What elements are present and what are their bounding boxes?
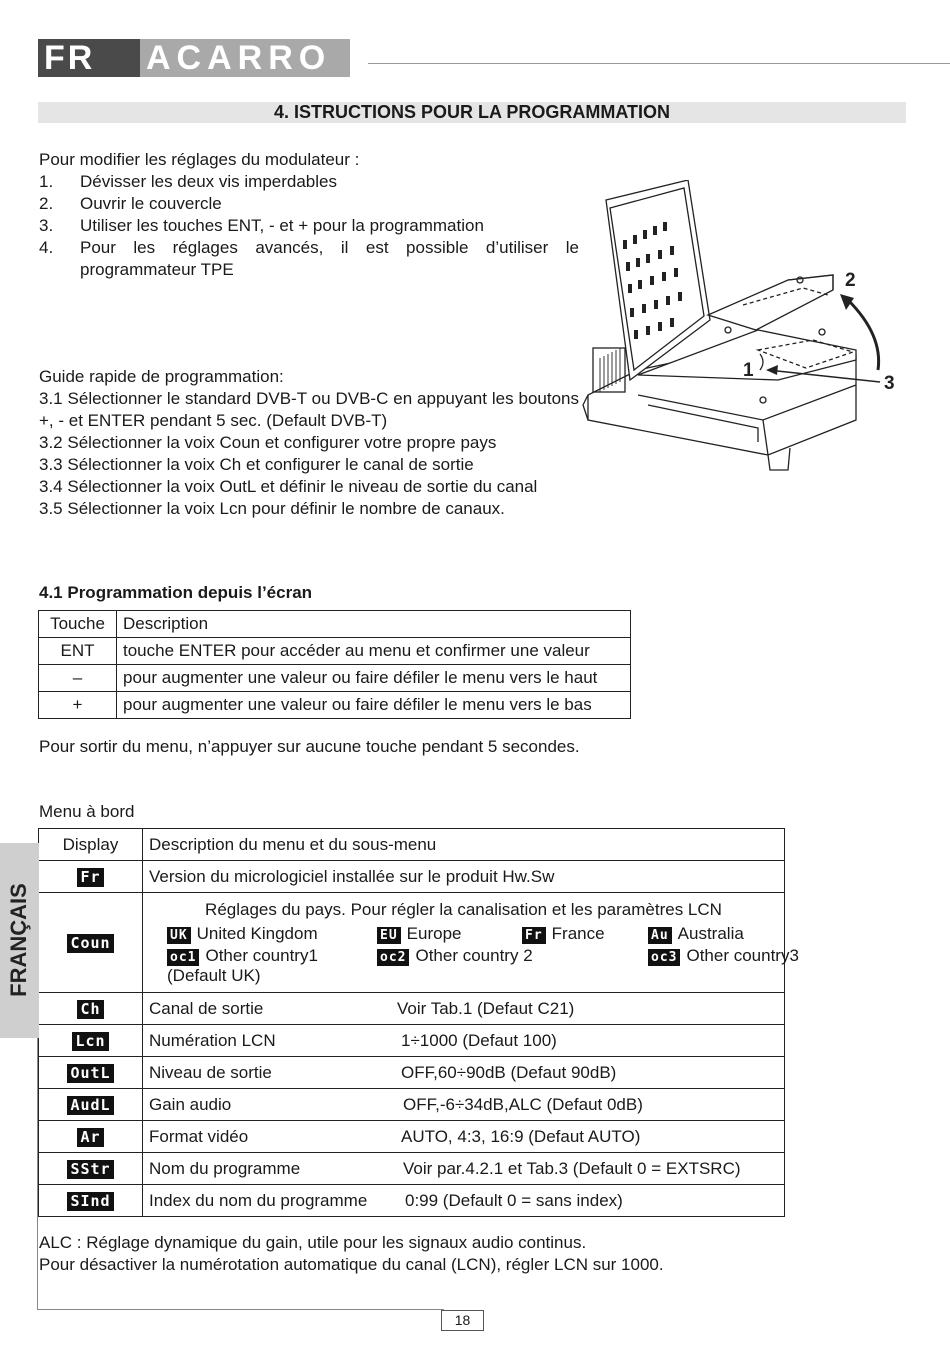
display-cell — [39, 1121, 143, 1153]
lcd-display-icon: oc3 — [648, 949, 680, 966]
display-cell — [39, 993, 143, 1025]
menu-value: OFF,60÷90dB (Defaut 90dB) — [401, 1062, 617, 1082]
lcd-display-icon: Coun — [67, 934, 113, 953]
country-item — [167, 924, 377, 944]
logo-part-light: ACARRO — [140, 39, 350, 77]
step-text: Ouvrir le couvercle — [80, 194, 222, 213]
header-rule — [368, 63, 950, 64]
step-text: Dévisser les deux vis imperdables — [80, 172, 337, 191]
intro-block — [39, 149, 579, 281]
country-default: (Default UK) — [167, 965, 261, 985]
lcd-display-icon: oc2 — [377, 949, 409, 966]
section-title: 4. ISTRUCTIONS POUR LA PROGRAMMATION — [38, 102, 906, 123]
lcd-display-icon: SInd — [67, 1192, 113, 1211]
menu-value: OFF,-6÷34dB,ALC (Defaut 0dB) — [403, 1094, 643, 1114]
callout-2: 2 — [845, 270, 856, 291]
guide-title: Guide rapide de programmation: — [39, 367, 284, 386]
header-cell: Description du menu et du sous-menu — [143, 829, 785, 861]
guide-item: 3.2 Sélectionner la voix Coun et configurer votre propre pays — [39, 433, 497, 452]
guide-item: 3.5 Sélectionner la voix Lcn pour définir le nombre de canaux. — [39, 499, 505, 518]
step-number: 4. — [39, 238, 54, 257]
display-cell — [39, 1089, 143, 1121]
country-name: Europe — [406, 923, 462, 943]
menu-description: Numération LCN — [149, 1030, 276, 1050]
lcd-display-icon: Ar — [77, 1128, 103, 1147]
menu-description: Nom du programme — [149, 1158, 301, 1178]
step-number: 3. — [39, 216, 54, 235]
header-cell: Display — [39, 829, 143, 861]
step-item — [39, 171, 579, 193]
step-item — [39, 215, 579, 237]
header-cell: Touche — [39, 611, 117, 638]
intro-lead: Pour modifier les réglages du modulateur : — [39, 150, 360, 169]
table-row — [39, 1185, 785, 1217]
country-description: Réglages du pays. Pour régler la canalisation et les paramètres LCN — [205, 899, 722, 919]
lcd-display-icon: OutL — [67, 1064, 113, 1083]
callout-1: 1 — [743, 360, 754, 381]
description-cell: Version du micrologiciel installée sur le produit Hw.Sw — [143, 861, 785, 893]
language-label: FRANÇAIS — [6, 883, 31, 997]
lcd-display-icon: SStr — [67, 1160, 113, 1179]
lcd-display-icon: UK — [167, 927, 191, 944]
step-text: Pour les réglages avancés, il est possible d’utiliser le programmateur TPE — [80, 238, 579, 279]
country-name: Australia — [677, 923, 744, 943]
footnote: ALC : Réglage dynamique du gain, utile pour les signaux audio continus. — [39, 1233, 587, 1252]
table-row — [39, 1025, 785, 1057]
table-row — [39, 692, 631, 719]
lcd-display-icon: Ch — [77, 1000, 103, 1019]
lcd-display-icon: Fr — [77, 868, 103, 887]
display-cell — [39, 861, 143, 893]
menu-value: 1÷1000 (Defaut 100) — [401, 1030, 557, 1050]
description-cell — [143, 1185, 785, 1217]
key-table — [38, 610, 631, 719]
description-cell — [143, 1057, 785, 1089]
footnote: Pour désactiver la numérotation automatique du canal (LCN), régler LCN sur 1000. — [39, 1255, 664, 1274]
description-cell — [143, 1121, 785, 1153]
table-row — [39, 638, 631, 665]
country-name: Other country1 — [205, 945, 318, 965]
footnotes — [39, 1232, 664, 1276]
country-name: France — [551, 923, 605, 943]
country-item — [377, 924, 522, 944]
table-row — [39, 861, 785, 893]
page-frame-bottom — [37, 1309, 444, 1310]
country-item — [522, 924, 648, 944]
guide-item: 3.3 Sélectionner la voix Ch et configurer le canal de sortie — [39, 455, 474, 474]
country-name: United Kingdom — [196, 923, 318, 943]
description-cell: pour augmenter une valeur ou faire défiler le menu vers le bas — [117, 692, 631, 719]
menu-description: Niveau de sortie — [149, 1062, 272, 1082]
description-cell — [143, 893, 799, 993]
modulator-illustration — [578, 180, 900, 480]
menu-description: Gain audio — [149, 1094, 232, 1114]
key-cell: + — [39, 692, 117, 719]
key-cell: – — [39, 665, 117, 692]
table-row — [39, 1121, 785, 1153]
table-row — [39, 993, 785, 1025]
menu-value: Voir par.4.2.1 et Tab.3 (Default 0 = EXTSRC) — [403, 1158, 741, 1178]
country-item — [648, 924, 768, 944]
lcd-display-icon: Fr — [522, 927, 546, 944]
table-header-row — [39, 611, 631, 638]
step-item — [39, 237, 579, 281]
table-row — [39, 1057, 785, 1089]
menu-value: 0:99 (Default 0 = sans index) — [405, 1190, 623, 1210]
description-cell — [143, 993, 785, 1025]
country-name: Other country 2 — [415, 945, 533, 965]
description-cell — [143, 1153, 785, 1185]
lcd-display-icon: AudL — [67, 1096, 113, 1115]
lcd-display-icon: EU — [377, 927, 401, 944]
step-number: 1. — [39, 172, 54, 191]
table-row — [39, 1089, 785, 1121]
menu-description: Format vidéo — [149, 1126, 249, 1146]
menu-table — [38, 828, 799, 1217]
table-row — [39, 1153, 785, 1185]
display-cell — [39, 1153, 143, 1185]
header-cell: Description — [117, 611, 631, 638]
guide-item: 3.4 Sélectionner la voix OutL et définir le niveau de sortie du canal — [39, 477, 538, 496]
menu-label: Menu à bord — [39, 802, 135, 821]
page-frame-left — [37, 1038, 38, 1310]
guide-item: 3.1 Sélectionner le standard DVB-T ou DVB-C en appuyant les boutons +, - et ENTER pendant 5 sec. (Default DVB-T) — [39, 389, 579, 430]
country-item — [167, 946, 377, 966]
country-item — [377, 946, 648, 966]
fracarro-logo — [38, 39, 350, 77]
step-item — [39, 193, 579, 215]
quick-guide — [39, 366, 579, 520]
display-cell — [39, 1025, 143, 1057]
callout-3: 3 — [884, 373, 895, 394]
step-text: Utiliser les touches ENT, - et + pour la programmation — [80, 216, 484, 235]
display-cell — [39, 1185, 143, 1217]
language-side-tab — [0, 843, 39, 1038]
page-number: 18 — [441, 1310, 484, 1331]
country-item — [648, 945, 799, 966]
lcd-display-icon: Lcn — [72, 1032, 108, 1051]
table-header-row — [39, 829, 785, 861]
lcd-display-icon: Au — [648, 927, 672, 944]
key-cell: ENT — [39, 638, 117, 665]
table-row — [39, 893, 785, 993]
menu-value: AUTO, 4:3, 16:9 (Defaut AUTO) — [401, 1126, 641, 1146]
country-name: Other country3 — [686, 945, 799, 965]
menu-description: Canal de sortie — [149, 998, 264, 1018]
menu-description: Index du nom du programme — [149, 1190, 368, 1210]
description-cell — [143, 1089, 785, 1121]
exit-note: Pour sortir du menu, n’appuyer sur aucune touche pendant 5 secondes. — [39, 737, 580, 756]
display-cell — [39, 893, 143, 993]
country-list — [149, 923, 799, 966]
logo-part-dark: FR — [38, 39, 140, 77]
step-number: 2. — [39, 194, 54, 213]
lcd-display-icon: oc1 — [167, 949, 199, 966]
menu-value: Voir Tab.1 (Defaut C21) — [397, 998, 575, 1018]
description-cell — [143, 1025, 785, 1057]
description-cell: pour augmenter une valeur ou faire défiler le menu vers le haut — [117, 665, 631, 692]
section-41-heading: 4.1 Programmation depuis l’écran — [39, 583, 313, 602]
table-row — [39, 665, 631, 692]
description-cell: touche ENTER pour accéder au menu et confirmer une valeur — [117, 638, 631, 665]
display-cell — [39, 1057, 143, 1089]
